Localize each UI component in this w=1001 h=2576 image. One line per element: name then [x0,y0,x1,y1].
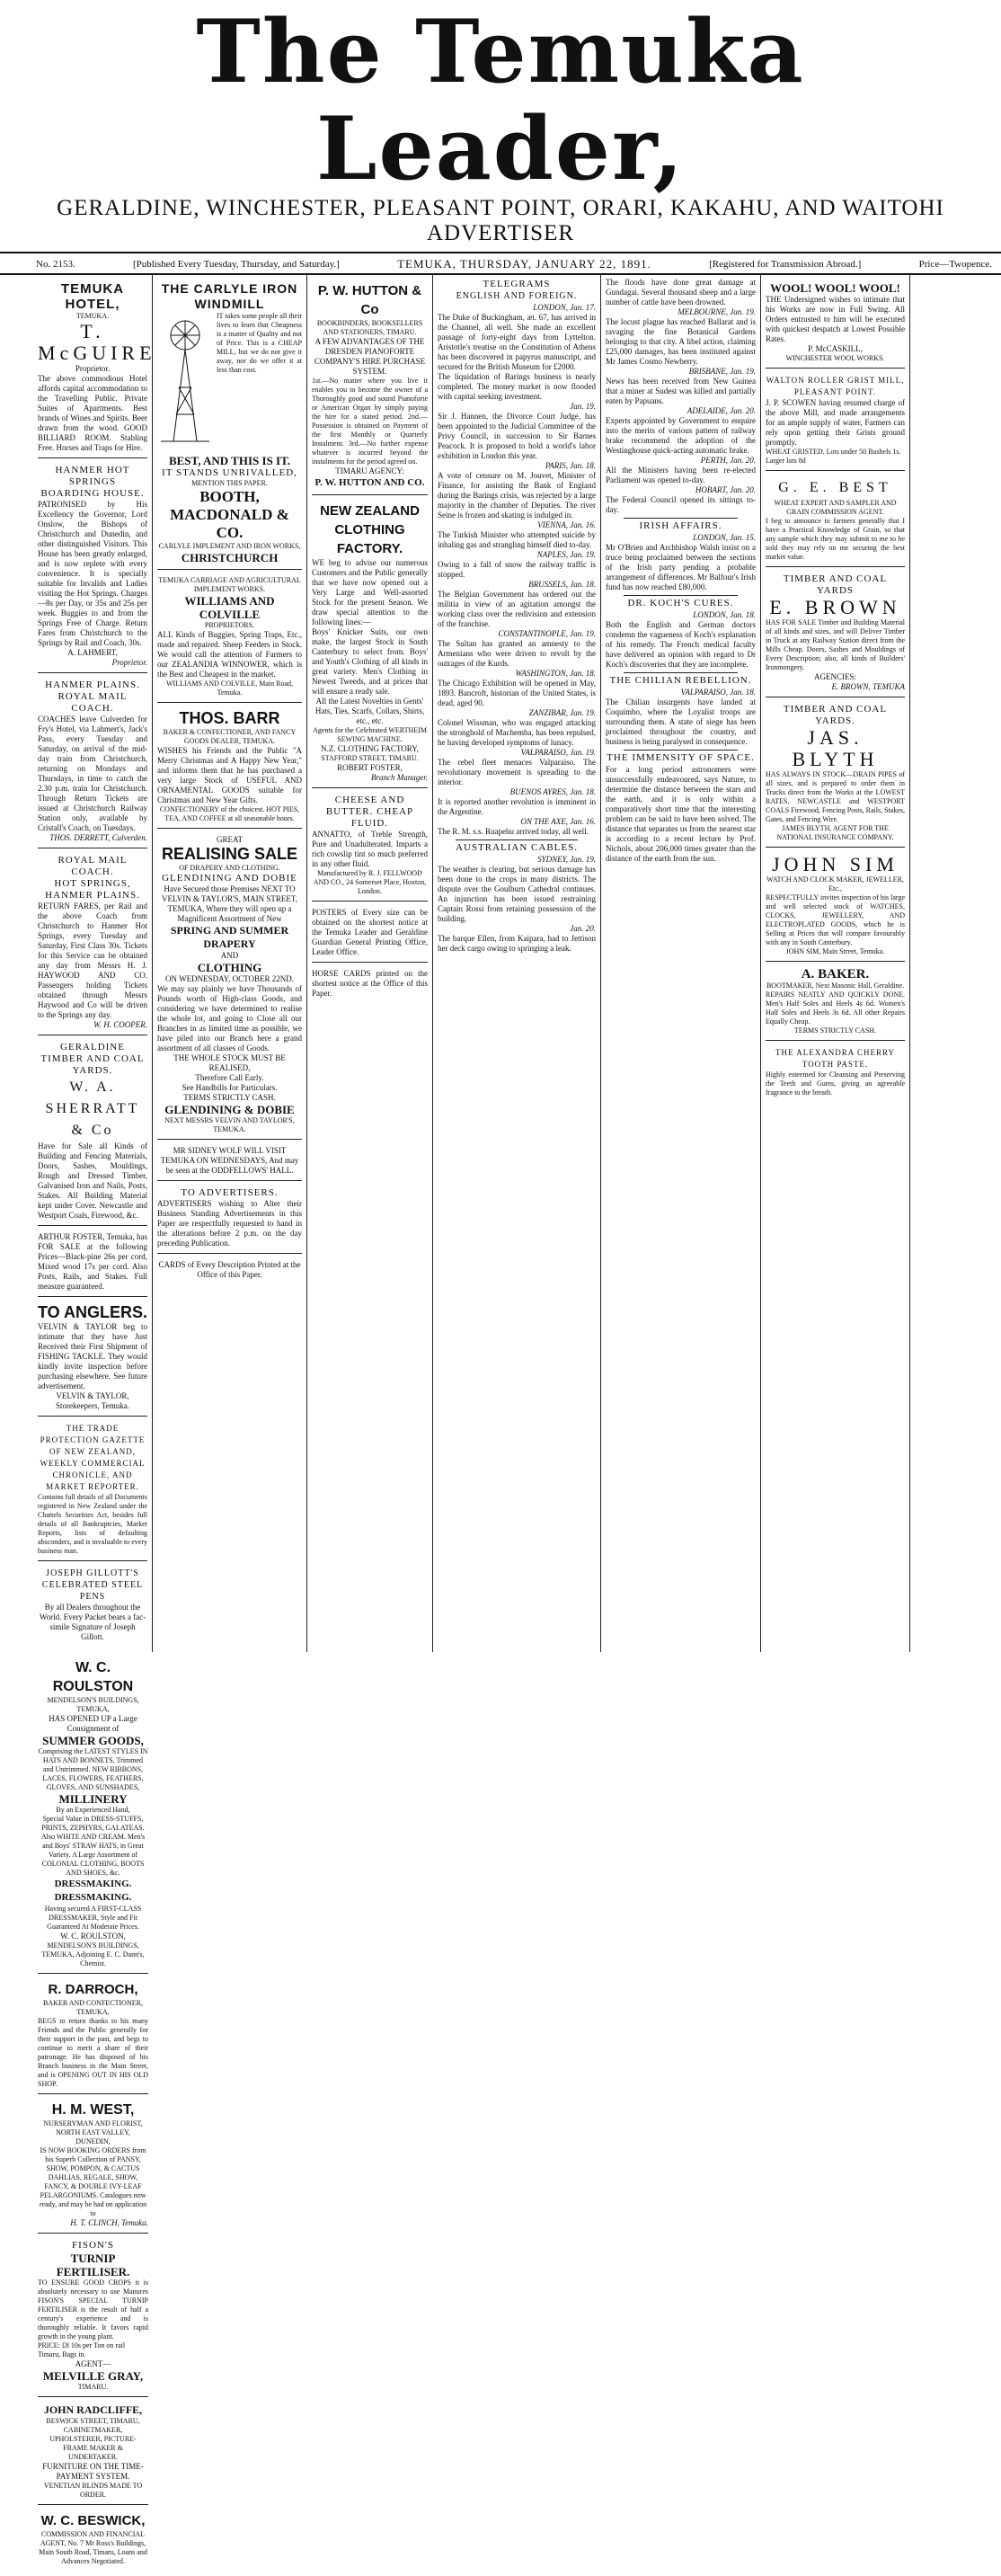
spring-and: AND [220,951,239,960]
ad-sub: MENDELSON'S BUILDINGS, TEMUKA, [47,1696,139,1713]
ad-terms: TERMS STRICTLY CASH. [793,1026,877,1035]
issue-date: TEMUKA, THURSDAY, JANUARY 22, 1891. [397,257,651,271]
spring-terms: TERMS STRICTLY CASH. [183,1093,276,1102]
dateline: Jan. 19. [570,402,596,411]
dateline: ZANZIBAR, Jan. 19. [528,708,596,717]
beswick-ad [38,2508,148,2571]
ad-heading: JOHN SIM [772,853,899,875]
column-5 [601,275,761,1652]
dateline: BUENOS AYRES, Jan. 18. [509,787,596,796]
royal-mail-coach-ad [38,851,147,1035]
ad-dress-sub: MENDELSON'S BUILDINGS, TEMUKA, Adjoining E. C. Dann's, Chemist. [41,1941,145,1968]
news-item: For a long period astronomers were unsuccessfully endeavoured, says Nature, to determine the distance between the stars and the earth, and it is only within a comparatively short time that the interesting problem can be said to have been solved. The distance that separates us from the nearest star is according to a recent lecture by Prof. Nichols, about 206,000 times greater than the distance of the earth from the sun. [606,765,756,863]
ad-body: BEGS to return thanks to his many Friends and the Public generally for their support in the past, and begs to continue to merit a share of their patronage. He has disposed of his Branch business in the Main Street, and is OPENING OUT IN HIS OLD SHOP. [38,2017,148,2088]
ad-manager: ROBERT FOSTER, [337,763,403,772]
ad-heading: JOHN RADCLIFFE, [43,2403,143,2416]
ad-body: Contains full details of all Documents registered in New Zealand under the Chattels Securities Act, besides full details of all Bankruptcies, Market Reports, lists of defaulting absconders, and is invaluable to every business man. [38,1493,147,1555]
ad-millinery-by: By an Experienced Hand, [56,1806,130,1814]
dateline: LONDON, Jan. 18. [693,610,756,619]
ad-heading: CHEESE AND BUTTER. CHEAP FLUID. [325,795,414,829]
dateline: LONDON, Jan. 15. [693,533,756,542]
ad-header: TIMBER AND COAL YARDS [783,573,888,596]
news-item: The Sultan has granted an amnesty to the Armenians who were driven to revolt by the outrages of the Kurds. [438,639,596,668]
gd-sub: NEXT MESSRS VELVIN AND TAYLOR'S, TEMUKA. [164,1116,295,1133]
ad-heading: W. C. ROULSTON [52,1660,134,1694]
hanmer-boarding-ad [38,461,147,673]
dateline: SYDNEY, Jan. 19. [537,855,596,864]
koch-cures-heading: DR. KOCH'S CURES. [627,598,734,608]
ad-heading: THE CARLYLE IRON WINDMILL [161,281,298,311]
ad-sub: BESWICK STREET, TIMARU, [46,2417,140,2425]
ad-body: ADVERTISERS wishing to Alter their Business Standing Advertisements in this Paper are respectfully requested to hand in the alterations before 2 p.m. on the day preceding Publication. [157,1199,302,1248]
sidney-wolf-ad [157,1142,302,1181]
temuka-hotel-ad [38,278,156,458]
ad-millinery-body: Special Value in DRESS-STUFFS, PRINTS, ZEPHYRS, GALATEAS. Also WHITE AND CREAM. Men's and Boys' STRAW HATS, in Great Variety. A Large Assortment of COLONIAL CLOTHING, BOOTS AND SHOES, &c. [40,1815,146,1877]
ad-role: Branch Manager. [371,773,428,782]
publication-schedule: [Published Every Tuesday, Thursday, and Saturday.] [132,259,340,270]
trade-gazette-ad [38,1419,147,1561]
ad-place: TIMARU. [77,2383,109,2391]
thos-barr-ad [157,706,302,829]
ad-slogan-2: IT STANDS UNRIVALLED, [162,467,297,478]
news-item: It is reported another revolution is imminent in the Argentine. [438,797,596,816]
e-brown-ad [766,570,905,697]
news-item: A vote of censure on M. Jouvet, Minister of Finance, for assisting the Bank of England during the Barings crisis, was rejected by a large majority in the chamber of Deputies. The river Seine is frozen and skating is indulged in. [438,471,596,520]
ad-body: RETURN FARES, per Rail and the above Coach from Christchurch to Hanmer Hot Springs, every Tuesday and Saturday, First Class 30s. Tickets for this Service can be obtained any day from Messrs H. J. HAYWOOD AND CO. Passengers holding Tickets obtained through Messrs Haywood and Co will be driven to the Springs any day. [38,902,147,1019]
ad-slogan: BEST, AND THIS IS IT. [168,454,291,467]
news-item: The weather is clearing, but serious damage has been done to the crops in many districts. The dispute over the Goulburn Cathedral continues. An injunction has been issued restraining Captain Rossi from retaining possession of the building. [438,865,596,923]
ad-role: Proprietor. [75,364,111,373]
ad-owner: VELVIN & TAYLOR, Storekeepers, Temuka. [56,1391,129,1410]
dateline: NAPLES, Jan. 19. [536,550,596,559]
ad-subheading: HOT SPRINGS, HANMER PLAINS. [45,878,140,901]
ad-firm-sub: CARLYLE IMPLEMENT AND IRON WORKS, [158,542,301,550]
ad-owner: P. McCASKILL, [808,344,863,353]
ad-body: HAS FOR SALE Timber and Building Material of all kinds and sizes, and will Deliver Timber in Truck at any Railway Station direct from the Mills Cheap. Doors, Sashes and Mouldings of Every Description; also, all kinds of Builders' Ironmongery. [766,618,905,671]
ad-heading: JAS. BLYTH [792,726,879,770]
ad-owner: W. H. COOPER. [93,1020,147,1029]
tooth-paste-ad [766,1044,905,1102]
ad-blinds: VENETIAN BLINDS MADE TO ORDER. [43,2482,143,2499]
ad-dress-owner: W. C. ROULSTON, [60,1932,126,1941]
ad-header: TIMBER AND COAL YARDS. [783,704,888,726]
column-6 [761,275,910,1652]
ad-body: IT takes some people all their lives to learn that Cheapness is a matter of Quality and not of Price. This is a CHEAP MILL, but we do not give it away, nor do we offer it at less than cost. [217,312,302,374]
jas-blyth-ad [766,700,905,848]
ad-factory: N.Z. CLOTHING FACTORY, [321,744,419,753]
ad-body: By all Dealers throughout the World. Every Packet bears a fac-simile Signature of Joseph Gillott. [39,1603,146,1641]
ge-best-ad [766,474,905,567]
column-2 [153,275,307,1652]
ad-body: Have for Sale all Kinds of Building and Fencing Materials, Doors, Sashes, Mouldings, Rough and Dressed Timber, Galvanised Iron and Nails, Posts, Stakes. All Building Material kept under Cover. Newcastle and Westport Coals, Firewood, &c. [38,1141,147,1220]
ad-owner: WILLIAMS AND COLVILLE, Main Road, Temuka. [165,680,294,697]
ad-body: CARDS of Every Description Printed at the Office of this Paper. [158,1260,301,1279]
ad-millinery: MILLINERY [58,1792,128,1806]
dateline: Jan. 20. [570,924,596,933]
columns [0,275,1001,2565]
ad-sub: WINCHESTER WOOL WORKS. [785,354,885,362]
john-sim-ad [766,850,905,962]
spring-call: Therefore Call Early. [195,1073,264,1082]
ad-firm: GLENDINING AND DOBIE [162,873,297,884]
ad-subheading: TURNIP FERTILISER. [56,2252,130,2278]
news-item: Owing to a fall of snow the railway traffic is stopped. [438,560,596,579]
ad-body: Have Secured those Premises NEXT TO VELVIN & TAYLOR'S, MAIN STREET, TEMUKA, Where they will open up a Magnificent Assortment of New [162,884,297,923]
news-item: The barque Ellen, from Kaipara, had to Jettison her deck cargo owing to springing a leak. [438,934,596,953]
news-item: Sir J. Hannen, the Divorce Court Judge, has been appointed to the Judicial Committee of the Privy Council, in succession to Sir Barnes Peacock. It is proposed to hold a world's labor exhibition in London this year. [438,412,596,460]
ad-heading: HANMER PLAINS. ROYAL MAIL COACH. [45,680,140,714]
hutton-ad [312,278,428,495]
ad-body: THE Undersigned wishes to intimate that his Works are now in Full Swing. All Orders entrusted to him will be executed with quickest despatch at Lowest Possible Rates. [766,295,905,343]
ad-body: 1st.—No matter where you live it enables you to become the owner of a Thoroughly good and sound Pianoforte or American Organ by simply paying the hire for a stated period. 2nd.—Possession is obtained on Payment of the first Monthly or Quarterly Instalment. 3rd.—No further expense whatever is incurred beyond the instalments for the period agreed on. [312,377,428,466]
column-3 [307,275,433,1652]
realising-sale-ad [157,831,302,1140]
gillott-pens-ad [38,1564,147,1647]
ad-body: POSTERS of Every size can be obtained on the shortest notice at the Temuka Leader and Geraldine Guardian General Printing Office, Leader Office. [312,908,428,956]
ad-novelties: All the Latest Novelties in Gents' Hats, Ties, Scarfs, Collars, Shirts, etc., etc. [314,697,425,725]
dateline: BRUSSELS, Jan. 18. [528,580,596,589]
ad-body: HAS ALWAYS IN STOCK—DRAIN PIPES of all sizes, and is prepared to order them in Trucks direct from the Works at the LOWEST RATES. NEWCASTLE and WESTPORT COALS Firewood, Fencing Posts, Rails, Stakes, Gates, and Fencing Wire. [766,770,905,823]
dateline: LONDON, Jan. 17. [533,303,596,312]
roulston-ad [38,1655,148,1974]
ad-owner: JOHN SIM, Main Street, Temuka. [785,947,885,955]
posters-ad [312,904,428,963]
irish-affairs-heading: IRISH AFFAIRS. [639,520,722,531]
ad-body: Highly esteemed for Cleansing and Preserving the Teeth and Gums, giving an agreeable fragrance to the breath. [766,1070,905,1097]
spring-clothing: CLOTHING [197,961,262,974]
ad-owner: T. McGUIRE [38,320,156,364]
issue-info-bar [0,252,1001,275]
ad-great: GREAT [217,835,243,844]
dateline: ON THE AXE, Jan. 16. [520,817,596,826]
ad-role: Proprietor. [111,658,147,667]
ad-agent: JAMES BLYTH, AGENT FOR THE NATIONAL INSURANCE COMPANY. [776,824,894,841]
news-item: The floods have done great damage at Gundagai. Several thousand sheep and a large number of cattle have been drowned. [606,278,756,306]
news-item: The Turkish Minister who attempted suicide by inhaling gas and strangling himself died to-day. [438,530,596,549]
ad-body: VELVIN & TAYLOR beg to intimate that they have Just Received their First Shipment of FISHING TACKLE. They would kindly invite inspection before purchasing elsewhere. See future advertisement. [38,1322,147,1390]
ad-body: RESPECTFULLY invites inspection of his large and well selected stock of WATCHES, CLOCKS, JEWELLERY, AND ELECTROPLATED GOODS, which he is Selling at Prices that will compare favourably with any in South Canterbury. [766,893,905,946]
ad-place: CHRISTCHURCH [181,551,279,564]
ad-sub: BAKER & CONFECTIONER, AND FANCY GOODS DEALER, TEMUKA. [163,728,297,745]
dateline: ADELAIDE, Jan. 20. [687,406,756,415]
ad-body: MR SIDNEY WOLF WILL VISIT TEMUKA ON WEDNESDAYS, And may be seen at the ODDFELLOWS' HALL. [160,1146,299,1175]
dateline: BRISBANE, Jan. 19. [688,367,756,376]
registration-note: [Registered for Transmission Abroad.] [709,259,862,270]
to-anglers-ad [38,1300,147,1417]
a-baker-ad [766,964,905,1041]
dateline: PARIS, Jan. 18. [545,461,596,470]
dateline: PERTH, Jan. 20. [700,456,756,465]
ad-body: J. P. SCOWEN having resumed charge of the above Mill, and made arrangements for an ample supply of water, Farmers can rely upon getting their Grists ground promptly. [766,398,905,447]
dateline: MELBOURNE, Jan. 19. [678,307,756,316]
williams-colville-ad [157,573,302,703]
ad-body: ANNATTO, of Treble Strength, Pure and Unadulterated. Imparts a rich cowslip tint so much preferred in any other fluid. [312,830,428,868]
arthur-foster-ad [38,1229,147,1297]
nz-clothing-factory-ad [312,498,428,788]
spring-heading: SPRING AND SUMMER DRAPERY [170,924,289,950]
ad-heading: G. E. BEST [778,480,892,495]
cheese-butter-ad [312,791,428,902]
section-rule [624,518,738,519]
darroch-ad [38,1976,148,2094]
ad-sub: OF DRAPERY AND CLOTHING. [179,864,280,872]
news-item: Colonel Wissman, who was engaged attacking the stronghold of Machemba, has been repulsed, he having developed symptoms of lunacy. [438,718,596,747]
newspaper-subtitle: GERALDINE, WINCHESTER, PLEASANT POINT, ORARI, KAKAHU, AND WAITOHI ADVERTISER [57,196,944,245]
ad-dress-body: Having secured A FIRST-CLASS DRESSMAKER, Style and Fit Guaranteed At Moderate Prices. [44,1905,142,1931]
ad-owner: E. BROWN, TEMUKA [831,682,905,691]
ad-body: CABINETMAKER, UPHOLSTERER, PICTURE-FRAME MAKER & UNDERTAKER. [49,2426,137,2461]
dateline: CONSTANTINOPLE, Jan. 19. [498,629,596,638]
ad-sub: WATCH AND CLOCK MAKER, JEWELLER, Etc., [766,875,904,893]
telegrams-heading: TELEGRAMS [483,279,551,289]
section-rule [624,672,738,673]
ad-heading: THE ALEXANDRA CHERRY TOOTH PASTE. [775,1048,895,1069]
ad-header: TEMUKA CARRIAGE AND AGRICULTURAL IMPLEMENT WORKS. [158,576,301,593]
news-item: The Duke of Buckingham, æt. 67, has arrived in the Channel, all well. She made an excellent passage of forty-eight days from Lyttelton. Aristotle's treatise on the Constitution of Athens has been discovered in papyrus manuscript, and secured for the British Museum for £2000. [438,313,596,371]
news-item: The liquidation of Barings business is nearly completed. The money market is now flooded with capital seeking investment. [438,372,596,401]
masthead [0,0,1001,246]
ad-confect: CONFECTIONERY of the choicest. HOT PIES, TEA, AND COFFEE at all seasonable hours. [159,805,300,822]
ad-few: A FEW ADVANTAGES OF THE DRESDEN PIANOFORTE COMPANY'S HIRE PURCHASE SYSTEM. [314,337,426,376]
news-item: The Belgian Government has ordered out the militia in view of an agitation amongst the working class over the redivision and extension of the franchise. [438,590,596,628]
ad-maker: Manufactured by R. J. FELLWOOD AND CO., 24 Somerset Place, Hoxton, London. [313,869,427,895]
news-item: News has been received from New Guinea that a miner at Sudest was killed and partially eaten by Papuans. [606,377,756,405]
ad-heading: THOS. BARR [179,709,280,727]
ad-agencies: AGENCIES: [814,672,856,681]
ad-lines: Boys' Knicker Suits, our own make, the largest Stock in South Canterbury to select from. Boys' and Youth's Clothing of all kinds in great variety. Men's Clothing in Newest Tweeds, and at prices that will ensure a ready sale. [312,627,428,696]
ad-agency-name: P. W. HUTTON AND CO. [314,477,425,488]
ad-heading: TEMUKA HOTEL, [60,281,125,312]
news-item: The R. M. s.s. Ruapehu arrived today, all well. [438,827,589,836]
column-1 [33,275,156,1652]
to-advertisers-ad [157,1184,302,1254]
carlyle-windmill-ad [157,278,302,570]
ad-agents: Agents for the Celebrated WERTHEIM SEWING MACHINE. [313,726,427,743]
dateline: HOBART, Jan. 20. [695,485,756,494]
spring-handbills: See Handbills for Particulars. [182,1083,278,1092]
ad-heading: FISON'S [72,2240,114,2251]
ad-place: TEMUKA. [75,312,110,320]
ad-heading: TO ADVERTISERS. [181,1187,279,1198]
ad-sub: BAKER AND CONFECTIONER, TEMUKA, [43,1999,143,2016]
spring-body: We may say plainly we have Thousands of Pounds worth of High-class Goods, and considering we have determined to realise the whole lot, and going to Close all our Branches in as limited time as possible, we have piled into our Branch here a grand assortment of all classes of Goods. [157,984,302,1053]
section-rule [456,839,578,840]
radcliffe-ad [38,2400,148,2505]
immensity-space-heading: THE IMMENSITY OF SPACE. [607,752,755,763]
news-item: All the Ministers having been re-elected Parliament was opened to-day. [606,466,756,484]
hanmer-coach-ad [38,676,147,848]
ad-heading: GERALDINE TIMBER AND COAL YARDS. [40,1042,145,1076]
ad-heading: P. W. HUTTON & Co [317,283,422,317]
dateline: VALPARAISO, Jan. 19. [520,748,596,757]
ad-firm: BOOTH, MACDONALD & CO. [170,488,289,541]
ad-body: COACHES leave Culverden for Fry's Hotel, via Lahmert's, Jack's Pass, every Tuesday and Saturday, on arrival of the mid-day train from Christchurch, returning on Mondays and Thursdays, in time to catch the 2.30 p.m. train for Christchurch. Through Return Tickets are issued at Christchurch Railway Station only, available by Cristall's Coach, on Tuesdays. [38,715,147,832]
ad-heading: JOSEPH GILLOTT'S CELEBRATED STEEL PENS [41,1568,144,1602]
ad-heading: E. BROWN [769,596,901,618]
news-item: The Chilian insurgents have landed at Coquimbo, where the Loyalist troops are surrounding them. A state of siege has been proclaimed throughout the country, and business is being paralysed in consequence. [606,697,756,746]
chilian-rebellion-heading: THE CHILIAN REBELLION. [609,675,752,686]
news-item: Both the English and German doctors condemn the vagueness of Koch's explanation of his remedy. The French medical faculty have delivered an opinion with regard to Dr Koch's discoveries that they are incomplete. [606,620,756,669]
ad-heading: HANMER HOT SPRINGS BOARDING HOUSE. [40,465,145,499]
ad-agency: TIMARU AGENCY: [335,466,404,475]
ad-heading: WOOL! WOOL! WOOL! [770,281,900,295]
ad-body: ALL Kinds of Buggies, Spring Traps, Etc., made and repaired. Sheep Feeders in Stock. We would call the attention of Farmers to our ZEALANDIA WINNOWER, which is the Best and Cheapest in the market. [157,630,302,679]
ad-furniture: FURNITURE ON THE TIME-PAYMENT SYSTEM. [42,2462,144,2481]
australian-cables-heading: AUSTRALIAN CABLES. [456,842,578,853]
ad-body: HORSE CARDS printed on the shortest notice at the Office of this Paper. [312,969,428,998]
ad-prices: WHEAT GRISTED. Lots under 50 Bushels 1s. Larger lots 8d [766,448,901,465]
news-item: The Chicago Exhibition will be opened in May, 1893. Bancroft, historian of the United States, is dead, aged 90. [438,679,596,707]
ad-heading: TO ANGLERS. [38,1303,148,1321]
ad-body: PATRONISED by His Excellency the Governor, Lord Onslow, the Bishops of Christchurch and Dunedin, and other distinguished Visitors. This House has been greatly enlarged, and is now replete with every convenience. It is specially suitable for Invalids and Ladies visiting the Hot Springs. Charges—8s per Day, or 35s and 25s per week. Buggies to and from the Springs Free of Charge. Return Fares from Christchurch to the Springs by Rail and Coach, 30s. [38,500,147,647]
ad-sub: NURSERYMAN AND FLORIST, NORTH EAST VALLEY, DUNEDIN, [43,2119,143,2145]
ad-street: STAFFORD STREET, TIMARU. [321,754,419,762]
news-item: The rebel fleet menaces Valparaiso. The revolutionary movement is spreading to the interior. [438,758,596,786]
dateline: VIENNA, Jan. 16. [537,520,596,529]
wool-ad [766,278,905,369]
cards-ad [157,1257,302,1284]
section-rule [624,595,738,596]
gd-heading: GLENDINING & DOBIE [164,1103,295,1116]
ad-heading: ROYAL MAIL COACH. [58,855,128,877]
ad-owner: THOS. DERRETT, Culverden. [49,833,147,842]
news-item: The locust plague has reached Ballarat and is ravaging the fine Botanical Gardens belonging to that city. A libel action, claiming £25,000 damages, has been instituted against Mr James Cosmo Newberry. [606,317,756,366]
ad-sub: WHEAT EXPERT AND SAMPLER AND GRAIN COMMISSION AGENT. [774,499,897,516]
news-item: Experts appointed by Government to enquire into the merits of various pattern of railway brake recommend the adoption of the Westinghouse quick-acting automatic brake. [606,416,756,455]
newspaper-title: The Temuka Leader, [196,1,805,200]
column-7 [33,1652,153,2576]
news-item: The Federal Council opened its sittings to-day. [606,495,756,514]
price: Price—Twopence. [918,259,992,270]
ad-opened: HAS OPENED UP a Large Consignment of [49,1714,137,1733]
fison-fertiliser-ad [38,2236,148,2397]
ad-agent: MELVILLE GRAY, [42,2369,144,2383]
news-item: Mr O'Brien and Archbishop Walsh insist on a truce being proclaimed between the sections of the Irish party pending a probable arrangement of differences. Mr Balfour's Irish fund has now reached £80,000. [606,543,756,591]
ad-heading: THE TRADE PROTECTION GAZETTE OF NEW ZEALAND, WEEKLY COMMERCIAL CHRONICLE, AND MARKET REPORTER. [40,1424,146,1491]
geraldine-timber-ad [38,1038,147,1226]
spring-date: ON WEDNESDAY, OCTOBER 22ND. [165,974,294,983]
spring-whole: THE WHOLE STOCK MUST BE REALISED, [173,1053,286,1072]
ad-agent: H. T. CLINCH, Temuka. [70,2218,148,2227]
column-4 [433,275,601,1652]
hm-west-ad [38,2097,148,2234]
ad-sub: BOOTMAKER, Next Masonic Hall, Geraldine. [766,982,905,990]
ad-body: WE beg to advise our numerous Customers and the Public generally that we have now opened out a Very Large and Well-assorted Stock for the present Season. We draw special attention to the following lines:— [312,558,428,626]
ad-heading: W. C. BESWICK, [40,2513,146,2528]
ad-sub: BOOKBINDERS, BOOKSELLERS AND STATIONERS, TIMARU. [316,319,423,336]
ad-body: REPAIRS NEATLY AND QUICKLY DONE. Men's Half Soles and Heels 4s 6d. Women's Half Soles and Heels 3s 6d. All other Repairs Equally Cheap. [766,990,905,1026]
horse-cards-ad [312,965,428,1003]
ad-role: PROPRIETORS. [204,621,255,629]
ad-body: COMMISSION AND FINANCIAL AGENT, No. 7 Mr Ross's Buildings, Main South Road, Timaru, Loans and Advances Negotiated. [39,2530,147,2565]
section-rule [624,750,738,751]
dateline: VALPARAISO, Jan. 18. [680,688,756,697]
dateline: WASHINGTON, Jan. 18. [515,669,596,678]
ad-body: TO ENSURE GOOD CROPS it is absolutely necessary to use Manures FISON'S SPECIAL TURNIP FERTILISER is the result of half a century's experience and is thoroughly reliable. It favors rapid growth in the young plant. [38,2278,148,2341]
ad-body: IS NOW BOOKING ORDERS from his Superb Collection of PANSY, SHOW, POMPON, & CACTUS DAHLIAS, REGALE, SHOW, FANCY, & DOUBLE IVY-LEAF PELARGONIUMS. Catalogues now ready, and may be had on application to [39,2146,147,2217]
windmill-illustration [157,315,213,450]
ad-body: ARTHUR FOSTER, Temuka, has FOR SALE at the following Prices—Black-pine 26s per cord, Mixed wood 17s per cord. Also Posts, Rails, and Stakes. Full measure guaranteed. [38,1232,147,1291]
ad-body: The above commodious Hotel affords capital accommodation to the Travelling Public. Private Suites of Apartments. Best brands of Wines and Spirits. Beer drawn from the wood. GOOD BILLIARD ROOM. Stabling Free. Horses and Traps for Hire. [38,374,147,452]
telegrams-subheading: ENGLISH AND FOREIGN. [456,291,578,301]
ad-heading: H. M. WEST, [51,2102,135,2118]
ad-dressmaking: DRESSMAKING. DRESSMAKING. [54,1879,132,1903]
ad-mention: MENTION THIS PAPER. [191,479,268,487]
ad-body: Comprising the LATEST STYLES IN HATS AND BONNETS, Trimmed and Untrimmed. NEW RIBBONS, LACES, FLOWERS, FEATHERS, GLOVES, AND SUNSHADES, [38,1747,148,1791]
ad-body: I beg to announce to farmers generally that I have a Practical Knowledge of Grain, so that any sample which they may submit to me to be sold they may rely on me securing the best market value. [766,517,905,561]
ad-heading: R. DARROCH, [48,1982,138,1997]
ad-owner: A. LAHMERT, [67,648,118,657]
ad-heading: WILLIAMS AND COLVILLE [184,594,275,621]
ad-body: WISHES his Friends and the Public "A Merry Christmas and A Happy New Year," and informs them that he has purchased a very large Stock of USEFUL AND ORNAMENTAL GOODS suitable for Christmas and New Year Gifts. [157,746,302,804]
ad-heading: A. BAKER. [801,967,870,982]
ad-owner: W. A. SHERRATT & Co [45,1079,140,1138]
issue-number: No. 2153. [36,259,75,270]
ad-agent-label: AGENT— [75,2359,111,2368]
grist-mill-ad [766,371,905,471]
ad-heading: WALTON ROLLER GRIST MILL, PLEASANT POINT. [766,376,905,396]
ad-summer: SUMMER GOODS, [42,1734,144,1747]
ad-heading: NEW ZEALAND CLOTHING FACTORY. [320,503,420,556]
ad-price: PRICE: £8 10s per Ton on rail Timaru, Bags in. [38,2341,126,2358]
ad-heading: REALISING SALE [161,845,297,863]
